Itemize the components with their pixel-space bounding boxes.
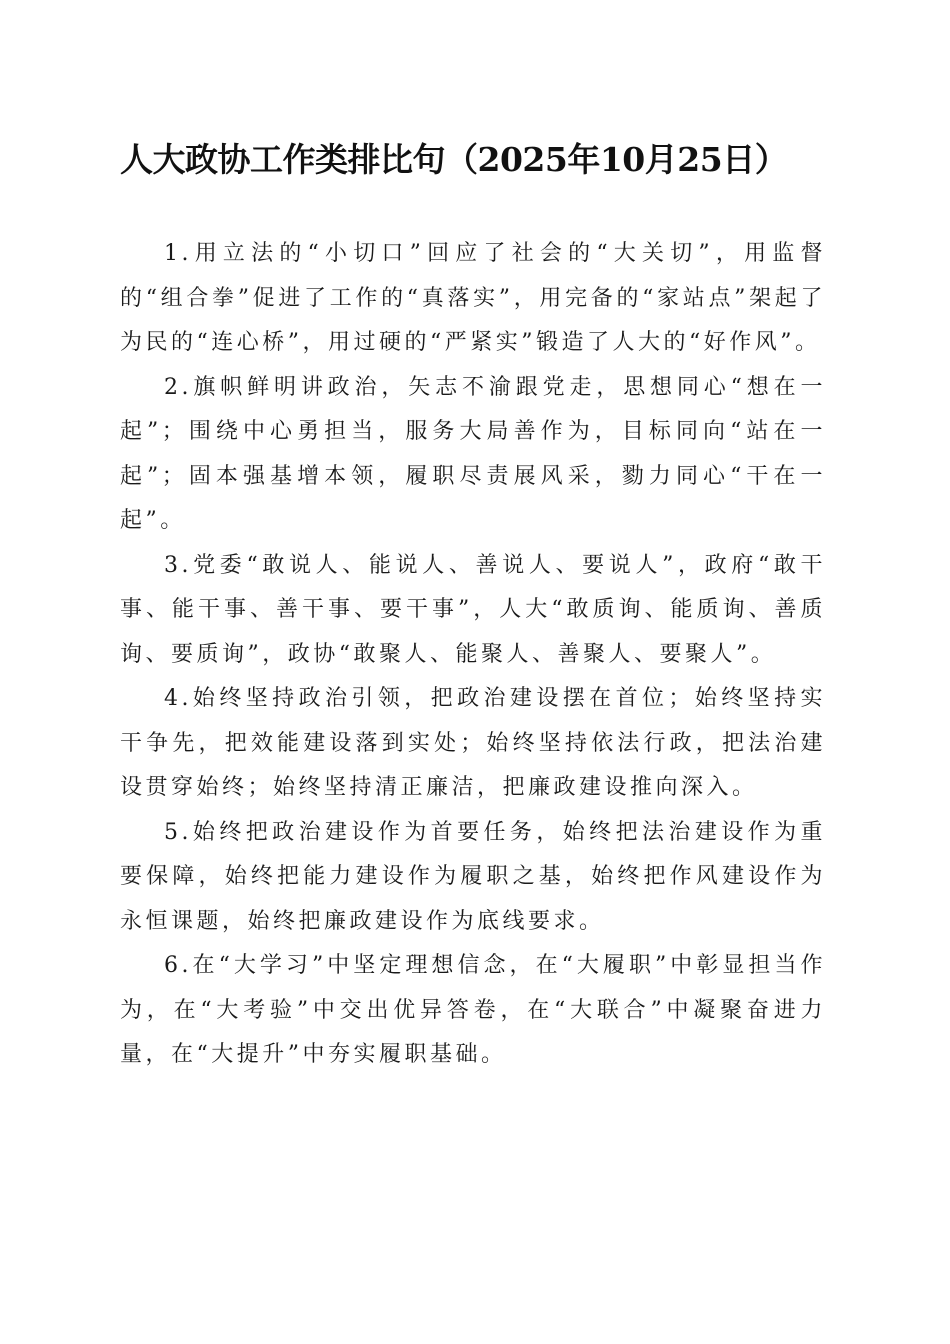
- paragraph-2: 2.旗帜鲜明讲政治，矢志不渝跟党走，思想同心“想在一起”；围绕中心勇担当，服务大局善作为，目标同向“站在一起”；固本强基增本领，履职尽责展风采，勠力同心“干在一起”。: [120, 374, 826, 533]
- document-title: 人大政协工作类排比句（2025年10月25日）: [120, 140, 788, 179]
- paragraph-4: 4.始终坚持政治引领，把政治建设摆在首位；始终坚持实干争先，把效能建设落到实处；始终坚持依法行政，把法治建设贯穿始终；始终坚持清正廉洁，把廉政建设推向深入。: [120, 686, 826, 800]
- paragraph-6: 6.在“大学习”中坚定理想信念，在“大履职”中彰显担当作为，在“大考验”中交出优异答卷，在“大联合”中凝聚奋进力量，在“大提升”中夯实履职基础。: [120, 953, 826, 1067]
- document-body: [120, 232, 826, 1078]
- paragraph-1: 1.用立法的“小切口”回应了社会的“大关切”，用监督的“组合拳”促进了工作的“真落实”，用完备的“家站点”架起了为民的“连心桥”，用过硬的“严紧实”锻造了人大的“好作风”。: [120, 241, 826, 355]
- paragraph-5: 5.始终把政治建设作为首要任务，始终把法治建设作为重要保障，始终把能力建设作为履职之基，始终把作风建设作为永恒课题，始终把廉政建设作为底线要求。: [120, 819, 826, 934]
- paragraph-3: 3.党委“敢说人、能说人、善说人、要说人”，政府“敢干事、能干事、善干事、要干事”，人大“敢质询、能质询、善质询、要质询”，政协“敢聚人、能聚人、善聚人、要聚人”。: [120, 552, 826, 667]
